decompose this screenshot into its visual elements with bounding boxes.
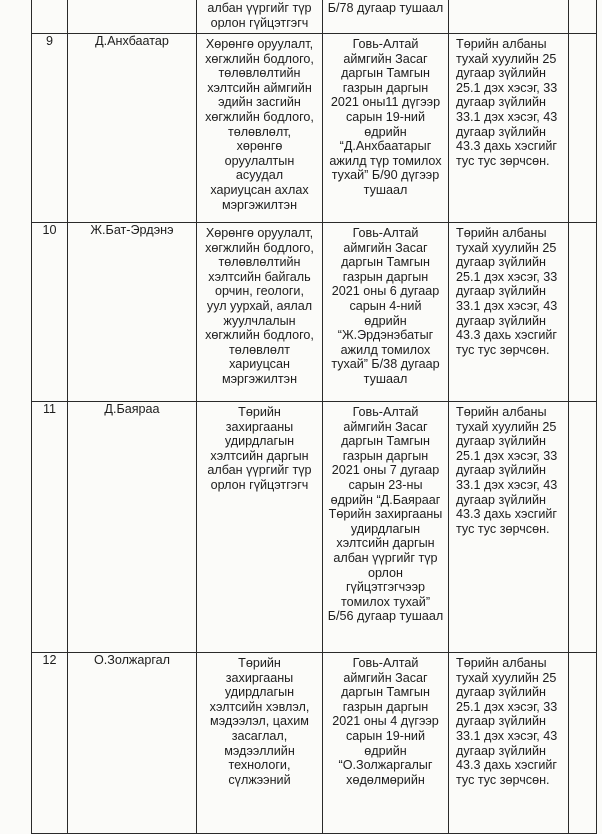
row-number-cell: 12 [32, 653, 68, 834]
law-violation-cell [449, 0, 569, 34]
position-cell: Хөрөнгө оруулалт, хөгжлийн бодлого, төлөвлөлтийн хэлтсийн аймгийн эдийн засгийн хөгжлийн бодлого, төлөвлөлт, хөрөнгө оруулалтын асуудал хариуцсан ахлах мэргэжилтэн [197, 34, 323, 223]
table-row [32, 34, 597, 223]
employee-name-cell: Д.Баяраа [68, 402, 197, 653]
appointment-order-cell: Говь-Алтай аймгийн Засаг даргын Тамгын газрын даргын 2021 оны11 дүгээр сарын 19-ний өдрийн “Д.Анхбаатарыг ажилд түр томилох тухай” Б/90 дүгээр тушаал [323, 34, 449, 223]
position-cell: Төрийн захиргааны удирдлагын хэлтсийн даргын албан үүргийг түр орлон гүйцэтгэгч [197, 402, 323, 653]
appointment-order-cell: Б/78 дугаар тушаал [323, 0, 449, 34]
law-violation-cell: Төрийн албаны тухай хуулийн 25 дугаар зүйлийн 25.1 дэх хэсэг, 33 дугаар зүйлийн 33.1 дэх хэсэг, 43 дугаар зүйлийн 43.3 дахь хэсгийг тус тус зөрчсөн. [449, 223, 569, 402]
empty-cell [569, 402, 597, 653]
position-cell: Төрийн захиргааны удирдлагын хэлтсийн хэвлэл, мэдээлэл, цахим засаглал, мэдээллийн технологи, сүлжээний [197, 653, 323, 834]
position-cell: Хөрөнгө оруулалт, хөгжлийн бодлого, төлөвлөлтийн хэлтсийн байгаль орчин, геологи, уул уурхай, аялал жуулчлалын хөгжлийн бодлого, төлөвлөлт хариуцсан мэргэжилтэн [197, 223, 323, 402]
employee-name-cell: О.Золжаргал [68, 653, 197, 834]
law-violation-cell: Төрийн албаны тухай хуулийн 25 дугаар зүйлийн 25.1 дэх хэсэг, 33 дугаар зүйлийн 33.1 дэх хэсэг, 43 дугаар зүйлийн 43.3 дахь хэсгийг тус тус зөрчсөн. [449, 34, 569, 223]
row-number-cell: 11 [32, 402, 68, 653]
position-cell: албан үүргийг түр орлон гүйцэтгэгч [197, 0, 323, 34]
empty-cell [569, 653, 597, 834]
row-number-cell [32, 0, 68, 34]
empty-cell [569, 223, 597, 402]
appointment-order-cell: Говь-Алтай аймгийн Засаг даргын Тамгын газрын даргын 2021 оны 6 дугаар сарын 4-ний өдрийн “Ж.Эрдэнэбатыг ажилд томилох тухай” Б/38 дугаар тушаал [323, 223, 449, 402]
table-row [32, 402, 597, 653]
law-violation-cell: Төрийн албаны тухай хуулийн 25 дугаар зүйлийн 25.1 дэх хэсэг, 33 дугаар зүйлийн 33.1 дэх хэсэг, 43 дугаар зүйлийн 43.3 дахь хэсгийг тус тус зөрчсөн. [449, 653, 569, 834]
law-violation-cell: Төрийн албаны тухай хуулийн 25 дугаар зүйлийн 25.1 дэх хэсэг, 33 дугаар зүйлийн 33.1 дэх хэсэг, 43 дугаар зүйлийн 43.3 дахь хэсгийг тус тус зөрчсөн. [449, 402, 569, 653]
empty-cell [569, 0, 597, 34]
table-row [32, 0, 597, 34]
appointment-order-cell: Говь-Алтай аймгийн Засаг даргын Тамгын газрын даргын 2021 оны 4 дүгээр сарын 19-ний өдрийн “О.Золжаргалыг хөдөлмөрийн [323, 653, 449, 834]
employee-name-cell: Ж.Бат-Эрдэнэ [68, 223, 197, 402]
empty-cell [569, 34, 597, 223]
appointment-order-cell: Говь-Алтай аймгийн Засаг даргын Тамгын газрын даргын 2021 оны 7 дугаар сарын 23-ны өдрийн “Д.Баярааг Төрийн захиргааны удирдлагын хэлтсийн даргын албан үүргийг түр орлон гүйцэтгэгчээр томилох тухай” Б/56 дугаар тушаал [323, 402, 449, 653]
table-row [32, 223, 597, 402]
table-row [32, 653, 597, 834]
row-number-cell: 10 [32, 223, 68, 402]
row-number-cell: 9 [32, 34, 68, 223]
employee-name-cell: Д.Анхбаатар [68, 34, 197, 223]
employee-name-cell [68, 0, 197, 34]
violations-table [31, 0, 597, 834]
